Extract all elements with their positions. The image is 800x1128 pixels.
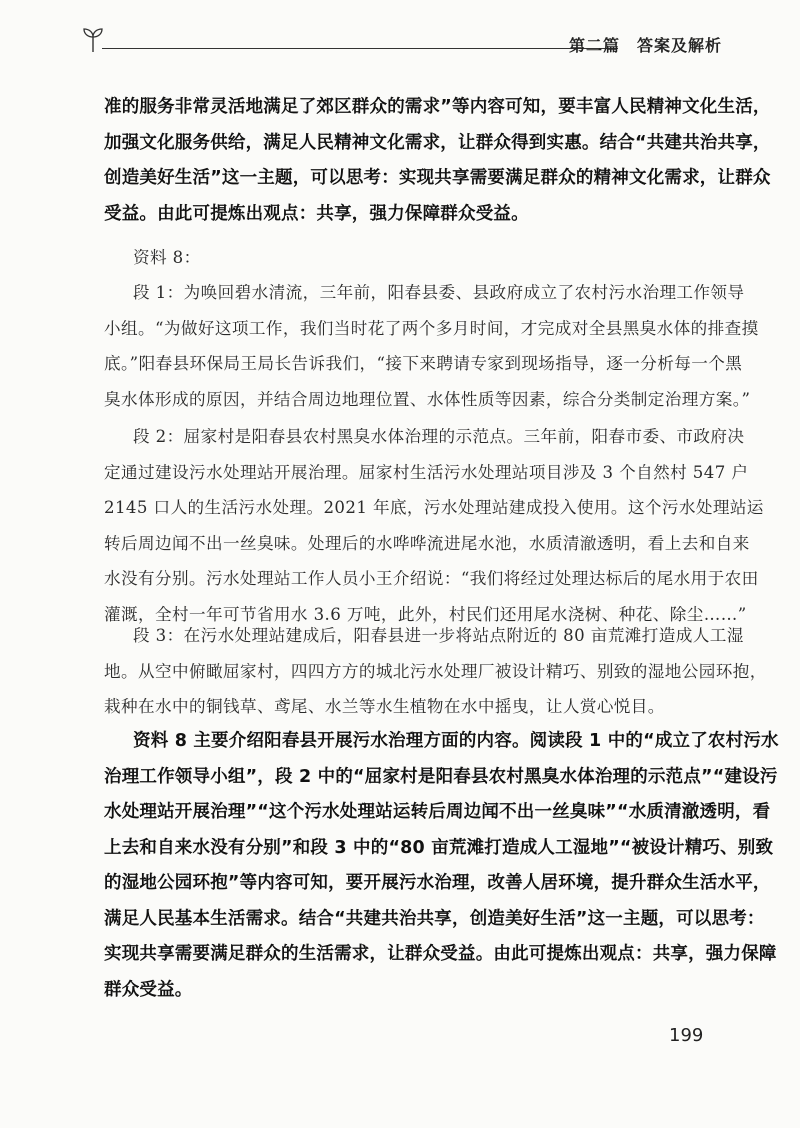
text-line: 资料 8 主要介绍阳春县开展污水治理方面的内容。阅读段 1 中的“成立了农村污水: [133, 731, 779, 751]
text-line: 段 1：为唤回碧水清流，三年前，阳春县委、县政府成立了农村污水治理工作领导: [133, 283, 745, 302]
text-line: 灌溉，全村一年可节省用水 3.6 万吨，此外，村民们还用尾水浇树、种花、除尘……”: [104, 604, 747, 624]
segment-3: [104, 618, 767, 725]
material-label: [133, 240, 733, 276]
text-line: 2145 口人的生活污水处理。2021 年底，污水处理站建成投入使用。这个污水处理站运: [104, 498, 764, 517]
text-line: 上去和自来水没有分别”和段 3 中的“80 亩荒滩打造成人工湿地”“被设计精巧、别致: [104, 837, 774, 858]
text-line: 加强文化服务供给，满足人民精神文化需求，让群众得到实惠。结合“共建共治共享，: [104, 132, 771, 153]
text-line: 满足人民基本生活需求。结合“共建共治共享，创造美好生活”这一主题，可以思考：: [104, 908, 765, 929]
text-line: 创造美好生活”这一主题，可以思考：实现共享需要满足群众的精神文化需求，让群众: [104, 168, 771, 188]
analysis-paragraph: [104, 724, 779, 1008]
text-line: 治理工作领导小组”，段 2 中的“屈家村是阳春县农村黑臭水体治理的示范点”“建设污: [104, 766, 778, 787]
text-line: 群众受益。: [104, 979, 193, 1000]
text-line: 的湿地公园环抱”等内容可知，要开展污水治理，改善人居环境，提升群众生活水平，: [104, 873, 771, 893]
text-line: 准的服务非常灵活地满足了郊区群众的需求”等内容可知，要丰富人民精神文化生活，: [104, 97, 771, 117]
text-line: 段 2：屈家村是阳春县农村黑臭水体治理的示范点。三年前，阳春市委、市政府决: [133, 427, 745, 446]
text-line: 受益。由此可提炼出观点：共享，强力保障群众受益。: [104, 203, 529, 224]
section-title: 第二篇 答案及解析: [568, 36, 722, 55]
page-number: 199: [669, 1025, 704, 1046]
text-line: 地。从空中俯瞰屈家村，四四方方的城北污水处理厂被设计精巧、别致的湿地公园环抱，: [104, 661, 767, 681]
text-line: 栽种在水中的铜钱草、鸢尾、水兰等水生植物在水中摇曳，让人赏心悦目。: [104, 697, 665, 716]
material-label-text: 资料 8：: [133, 248, 201, 267]
text-line: 底。”阳春县环保局王局长告诉我们，“接下来聘请专家到现场指导，逐一分析每一个黑: [104, 354, 743, 373]
sprout-icon: [82, 26, 104, 54]
text-line: 段 3：在污水处理站建成后，阳春县进一步将站点附近的 80 亩荒滩打造成人工湿: [133, 626, 744, 645]
segment-1: [104, 275, 759, 417]
header-rule: [102, 48, 618, 49]
text-line: 臭水体形成的原因，并结合周边地理位置、水体性质等因素，综合分类制定治理方案。”: [104, 389, 751, 409]
text-line: 实现共享需要满足群众的生活需求，让群众受益。由此可提炼出观点：共享，强力保障: [104, 944, 777, 964]
intro-paragraph: [104, 90, 771, 232]
text-line: 定通过建设污水处理站开展治理。屈家村生活污水处理站项目涉及 3 个自然村 547 户: [104, 462, 749, 482]
segment-2: [104, 419, 764, 632]
text-line: 水没有分别。污水处理站工作人员小王介绍说：“我们将经过处理达标后的尾水用于农田: [104, 569, 759, 588]
text-line: 转后周边闻不出一丝臭味。处理后的水哗哗流进尾水池，水质清澈透明，看上去和自来: [104, 533, 750, 553]
page-header: [82, 26, 722, 56]
text-line: 水处理站开展治理”“这个污水处理站运转后周边闻不出一丝臭味”“水质清澈透明，看: [104, 802, 771, 822]
text-line: 小组。“为做好这项工作，我们当时花了两个多月时间，才完成对全县黑臭水体的排查摸: [104, 318, 759, 338]
